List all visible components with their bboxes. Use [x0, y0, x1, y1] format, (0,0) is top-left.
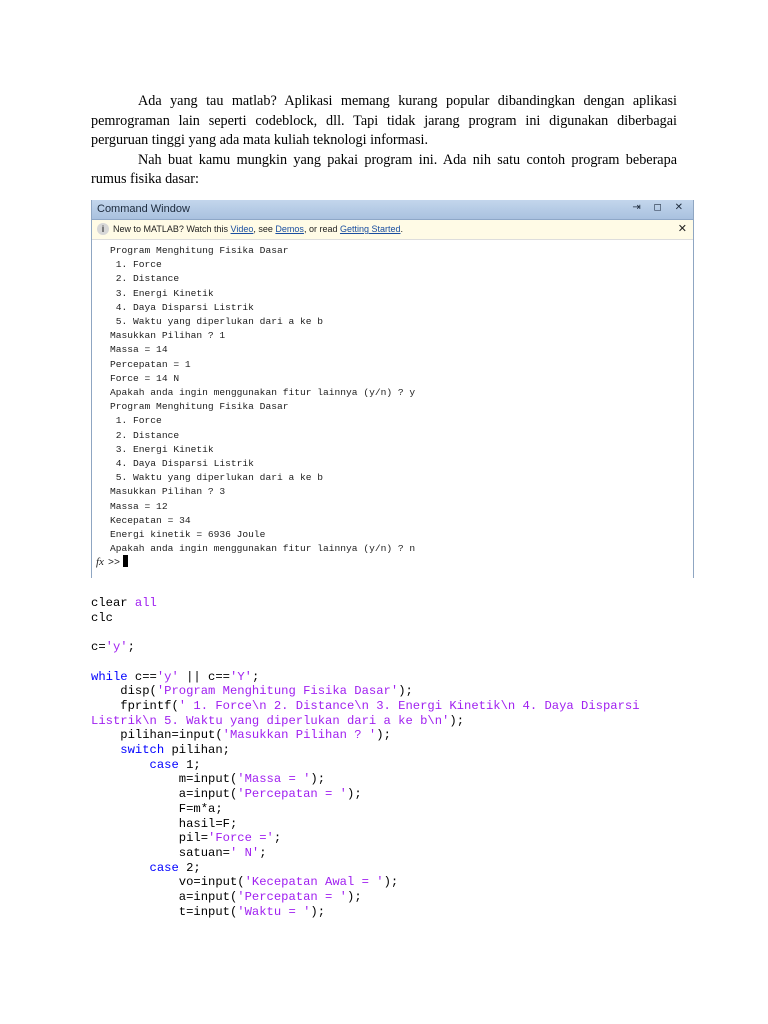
code-text: disp( — [91, 684, 157, 699]
command-output — [110, 244, 415, 556]
code-line — [91, 758, 640, 773]
code-line — [91, 625, 640, 640]
code-text: ); — [383, 875, 399, 890]
code-text — [91, 743, 120, 757]
code-text — [91, 861, 150, 875]
code-text: ); — [376, 728, 391, 743]
code-string: 'Program Menghitung Fisika Dasar' — [156, 684, 399, 699]
output-line: 3. Energi Kinetik — [110, 443, 214, 455]
output-line: 2. Distance — [110, 273, 180, 285]
code-text: satuan= — [91, 845, 230, 860]
code-text: ; — [273, 831, 282, 846]
code-text: pil= — [91, 831, 209, 846]
code-text: 2; — [178, 860, 201, 875]
code-keyword: case — [149, 757, 179, 772]
code-string: 'Kecepatan Awal = ' — [244, 875, 384, 890]
code-keyword: case — [149, 860, 179, 875]
output-line: Kecepatan = 34 — [110, 514, 191, 526]
code-text: c= — [91, 640, 106, 655]
prompt-symbol: >> — [107, 558, 120, 569]
code-line — [91, 905, 640, 920]
code-line — [91, 640, 640, 655]
output-line: Massa = 12 — [110, 500, 168, 512]
output-line: 2. Distance — [110, 429, 180, 441]
output-line: Percepatan = 1 — [110, 358, 191, 370]
command-window-titlebar — [92, 200, 693, 220]
code-line — [91, 802, 640, 817]
output-line: Masukkan Pilihan ? 3 — [110, 486, 226, 498]
code-text: t=input( — [91, 904, 238, 919]
code-text: ; — [251, 669, 260, 684]
getting-started-link[interactable]: Getting Started — [339, 224, 401, 234]
code-line — [91, 817, 640, 832]
code-string: 'Percepatan = ' — [237, 890, 347, 905]
output-line: Massa = 14 — [110, 344, 168, 356]
matlab-code-listing — [91, 596, 640, 919]
output-line: Masukkan Pilihan ? 1 — [110, 330, 226, 342]
code-text: clear — [91, 596, 135, 610]
article-text — [91, 92, 677, 190]
code-line — [91, 670, 640, 685]
code-line — [91, 772, 640, 787]
info-icon: i — [97, 223, 109, 235]
code-string: ' N' — [229, 845, 260, 860]
code-line — [91, 875, 640, 890]
command-prompt[interactable] — [96, 555, 128, 569]
output-line: 5. Waktu yang diperlukan dari a ke b — [110, 472, 324, 484]
code-text: || c== — [178, 669, 230, 684]
code-text: pilihan=input( — [91, 728, 223, 743]
code-line — [91, 846, 640, 861]
matlab-command-window-screenshot — [91, 200, 694, 578]
code-string: 'y' — [105, 640, 128, 655]
code-string: 'Waktu = ' — [237, 904, 311, 919]
code-text: m=input( — [91, 772, 238, 787]
code-text: ; — [127, 640, 135, 655]
output-line: Program Menghitung Fisika Dasar — [110, 401, 289, 413]
output-line: Force = 14 N — [110, 372, 180, 384]
matlab-notice-bar — [92, 220, 693, 240]
code-text: ); — [398, 684, 413, 699]
code-line — [91, 699, 640, 714]
code-line — [91, 655, 640, 670]
output-line: 5. Waktu yang diperlukan dari a ke b — [110, 316, 324, 328]
code-text: fprintf( — [91, 698, 179, 713]
code-string: 'Percepatan = ' — [237, 787, 347, 802]
code-line — [91, 714, 640, 729]
code-text: hasil=F; — [91, 816, 238, 831]
code-line — [91, 728, 640, 743]
code-text: a=input( — [91, 890, 238, 905]
demos-link[interactable]: Demos — [275, 224, 304, 234]
code-text: c== — [127, 669, 157, 684]
code-text: 1; — [178, 757, 201, 772]
output-line: 3. Energi Kinetik — [110, 287, 214, 299]
code-text: ); — [310, 904, 326, 919]
output-line: 4. Daya Disparsi Listrik — [110, 301, 254, 313]
code-text: vo=input( — [91, 875, 245, 890]
code-line — [91, 596, 640, 611]
paragraph-example: Nah buat kamu mungkin yang pakai program ini. Ada nih satu contoh program beberapa rumus fisika dasar: — [91, 151, 677, 187]
window-controls-icon[interactable]: ⇥ ◻ ✕ — [632, 202, 688, 213]
output-line: Energi kinetik = 6936 Joule — [110, 529, 266, 541]
code-line — [91, 611, 640, 626]
output-line: Apakah anda ingin menggunakan fitur lainnya (y/n) ? n — [110, 543, 416, 555]
output-line: Apakah anda ingin menggunakan fitur lainnya (y/n) ? y — [110, 387, 416, 399]
code-text: ); — [347, 787, 362, 802]
video-link[interactable]: Video — [230, 224, 254, 234]
code-line — [91, 861, 640, 876]
code-text: pilihan; — [164, 743, 230, 758]
code-string: 'Massa = ' — [237, 772, 311, 787]
code-text: ); — [449, 713, 465, 728]
code-string: 'Y' — [230, 669, 252, 684]
code-line — [91, 743, 640, 758]
code-text: clc — [91, 610, 113, 625]
output-line: 1. Force — [110, 415, 162, 427]
output-line: Program Menghitung Fisika Dasar — [110, 245, 289, 256]
code-text: ); — [347, 890, 362, 905]
code-text: F=m*a; — [91, 801, 223, 816]
code-line — [91, 787, 640, 802]
code-text: a=input( — [91, 787, 238, 802]
code-text: ); — [310, 772, 326, 787]
close-icon[interactable]: ✕ — [677, 223, 687, 235]
function-browser-icon[interactable]: fx — [96, 556, 104, 568]
code-line — [91, 684, 640, 699]
command-window-title: Command Window — [97, 203, 190, 215]
code-keyword: while — [91, 669, 128, 684]
code-keyword: switch — [120, 743, 165, 758]
output-line: 1. Force — [110, 259, 162, 271]
code-text: ; — [259, 845, 267, 860]
code-line — [91, 831, 640, 846]
code-string: 'Masukkan Pilihan ? ' — [222, 728, 377, 743]
paragraph-intro: Ada yang tau matlab? Aplikasi memang kurang popular dibandingkan dengan aplikasi pemrograman lain seperti codeblock, dll. Tapi tidak jarang program ini digunakan diberbagai perguruan tinggi yang ada mata kuliah teknologi informasi. — [91, 93, 677, 148]
code-line — [91, 890, 640, 905]
code-string: all — [134, 596, 157, 610]
code-string: ' 1. Force\n 2. Distance\n 3. Energi Kinetik\n 4. Daya Disparsi — [178, 698, 640, 713]
code-text — [91, 758, 150, 772]
code-string: Listrik\n 5. Waktu yang diperlukan dari a ke b\n' — [91, 713, 450, 728]
output-line: 4. Daya Disparsi Listrik — [110, 458, 254, 470]
notice-message: New to MATLAB? Watch this Video, see Demos, or read Getting Started. — [113, 224, 404, 234]
code-string: 'y' — [156, 669, 179, 684]
text-cursor — [123, 555, 128, 567]
code-string: 'Force =' — [208, 831, 274, 846]
